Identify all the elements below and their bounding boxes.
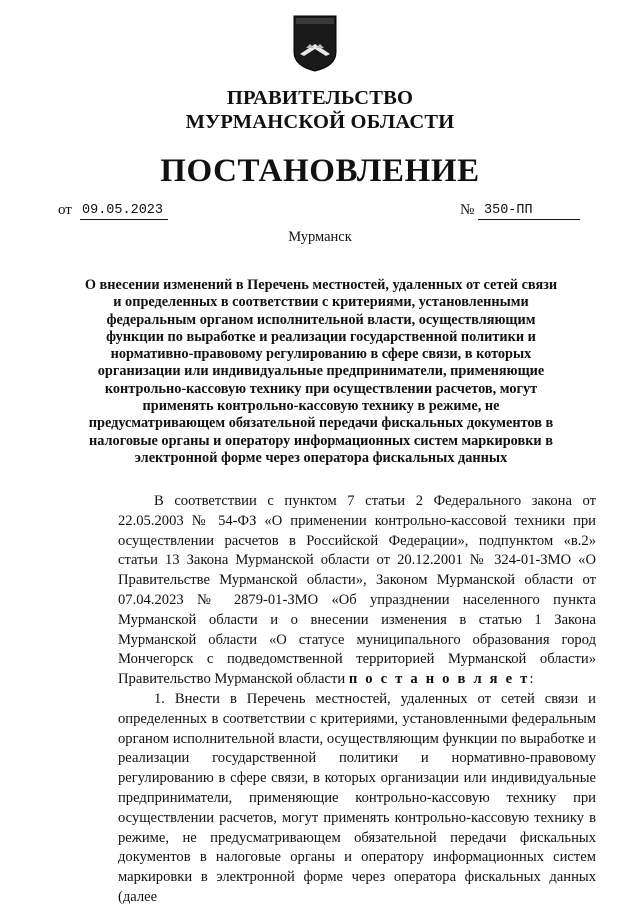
document-body bbox=[118, 492, 596, 908]
government-name-line1: ПРАВИТЕЛЬСТВО bbox=[226, 87, 414, 109]
document-number: 350-ПП bbox=[478, 203, 580, 220]
document-title: О внесении изменений в Перечень местностей, удаленных от сетей связи и определенных в соответствии с критериями, установленными федеральным органом исполнительной власти, осуществляющим функции по выработке и реализации государственной политики и нормативно-правовому регулированию в сфере связи, в которых организации или индивидуальные предприниматели, применяющие контрольно-кассовую технику при осуществлении расчетов, могут применять контрольно-кассовую технику в режиме, не предусматривающем обязательной передачи фискальных документов в налоговые органы и оператору информационных систем маркировки в электронной форме через оператора фискальных данных bbox=[84, 277, 558, 466]
clause-1-paragraph: 1. Внести в Перечень местностей, удаленных от сетей связи и определенных в соответствии с критериями, установленными федеральным органом исполнительной власти, осуществляющим функции по выработке и реализации государственной политики и нормативно-правовому регулированию в сфере связи, в которых организации или индивидуальные предприниматели, применяющие контрольно-кассовую технику при осуществлении расчетов, могут применять контрольно-кассовую технику в режиме, не предусматривающем обязательной передачи фискальных документов в налоговые органы и оператору информационных систем маркировки в электронной форме через оператора фискальных данных (далее bbox=[118, 690, 596, 905]
government-name-line2: МУРМАНСКОЙ ОБЛАСТИ bbox=[185, 111, 455, 133]
murmansk-coat-of-arms-icon bbox=[292, 14, 338, 72]
date-prefix: от bbox=[58, 202, 72, 218]
preamble-end: : bbox=[529, 671, 534, 688]
preamble-paragraph bbox=[118, 492, 596, 690]
document-type-heading: ПОСТАНОВЛЕНИЕ bbox=[160, 153, 480, 189]
number-prefix: № bbox=[460, 202, 475, 218]
city-name: Мурманск bbox=[288, 229, 352, 245]
preamble-text: В соответствии с пунктом 7 статьи 2 Федерального закона от 22.05.2003 № 54-ФЗ «О применении контрольно-кассовой техники при осуществлении расчетов в Российской Федерации», подпунктом «в.2» статьи 13 Закона Мурманской области от 20.12.2001 № 324-01-ЗМО «О Правительстве Мурманской области», Законом Мурманской области от 07.04.2023 № 2879-01-ЗМО «Об упразднении населенного пункта Мурманской области и о внесении изменения в статью 1 Закона Мурманской области «О статусе муниципального образования город Мончегорск с подведомственной территорией Мурманской области» Правительство Мурманской области bbox=[118, 493, 596, 688]
decree-word: п о с т а н о в л я е т bbox=[348, 671, 530, 688]
document-date: 09.05.2023 bbox=[80, 203, 168, 220]
